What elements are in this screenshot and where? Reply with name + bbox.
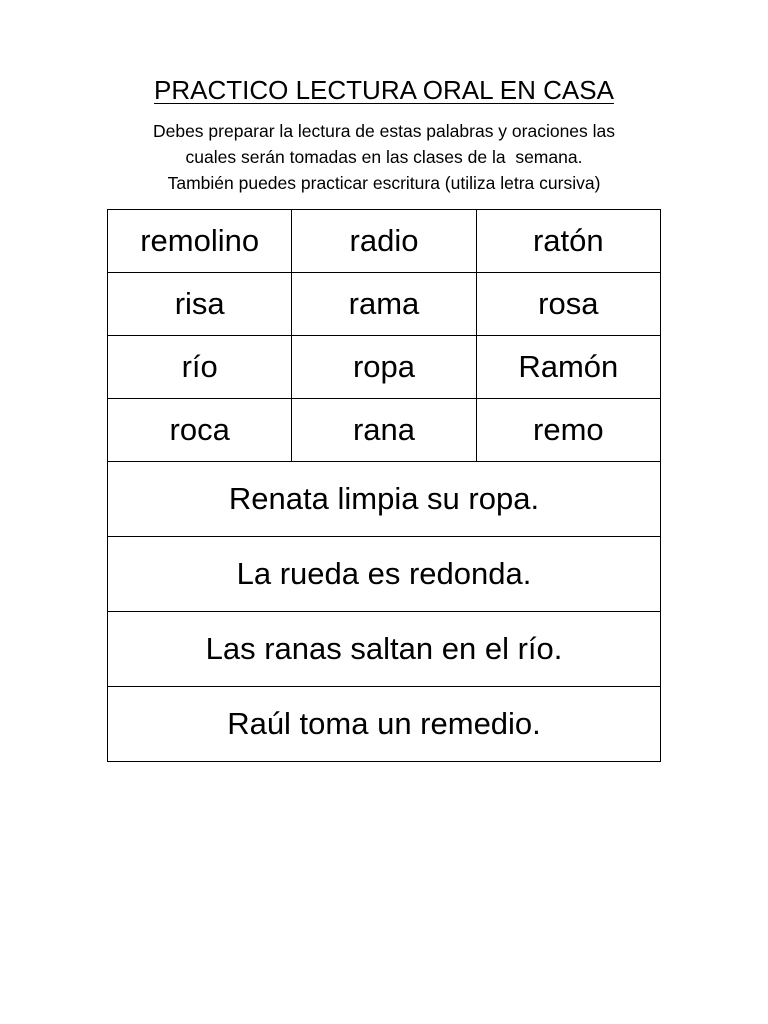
page-title: PRACTICO LECTURA ORAL EN CASA — [154, 75, 614, 105]
word-cell: Ramón — [476, 336, 660, 399]
word-cell: rosa — [476, 273, 660, 336]
word-cell: risa — [108, 273, 292, 336]
sentence-row — [108, 537, 661, 612]
word-cell: roca — [108, 399, 292, 462]
word-cell: ropa — [292, 336, 476, 399]
sentence-row — [108, 462, 661, 537]
word-cell: radio — [292, 210, 476, 273]
word-cell: río — [108, 336, 292, 399]
sentence-cell: Renata limpia su ropa. — [108, 462, 661, 537]
sentence-row — [108, 612, 661, 687]
word-row — [108, 399, 661, 462]
instruction-line: cuales serán tomadas en las clases de la semana. — [185, 147, 583, 167]
word-cell: rama — [292, 273, 476, 336]
instruction-line: También puedes practicar escritura (utiliza letra cursiva) — [167, 173, 601, 193]
word-row — [108, 273, 661, 336]
word-cell: remolino — [108, 210, 292, 273]
word-cell: rana — [292, 399, 476, 462]
instruction-line: Debes preparar la lectura de estas palabras y oraciones las — [152, 121, 616, 141]
word-row — [108, 336, 661, 399]
word-cell: remo — [476, 399, 660, 462]
word-row — [108, 210, 661, 273]
instructions-block — [0, 118, 768, 196]
sentence-cell: La rueda es redonda. — [108, 537, 661, 612]
sentence-row — [108, 687, 661, 762]
sentence-cell: Raúl toma un remedio. — [108, 687, 661, 762]
sentence-cell: Las ranas saltan en el río. — [108, 612, 661, 687]
reading-table — [107, 209, 661, 762]
word-cell: ratón — [476, 210, 660, 273]
